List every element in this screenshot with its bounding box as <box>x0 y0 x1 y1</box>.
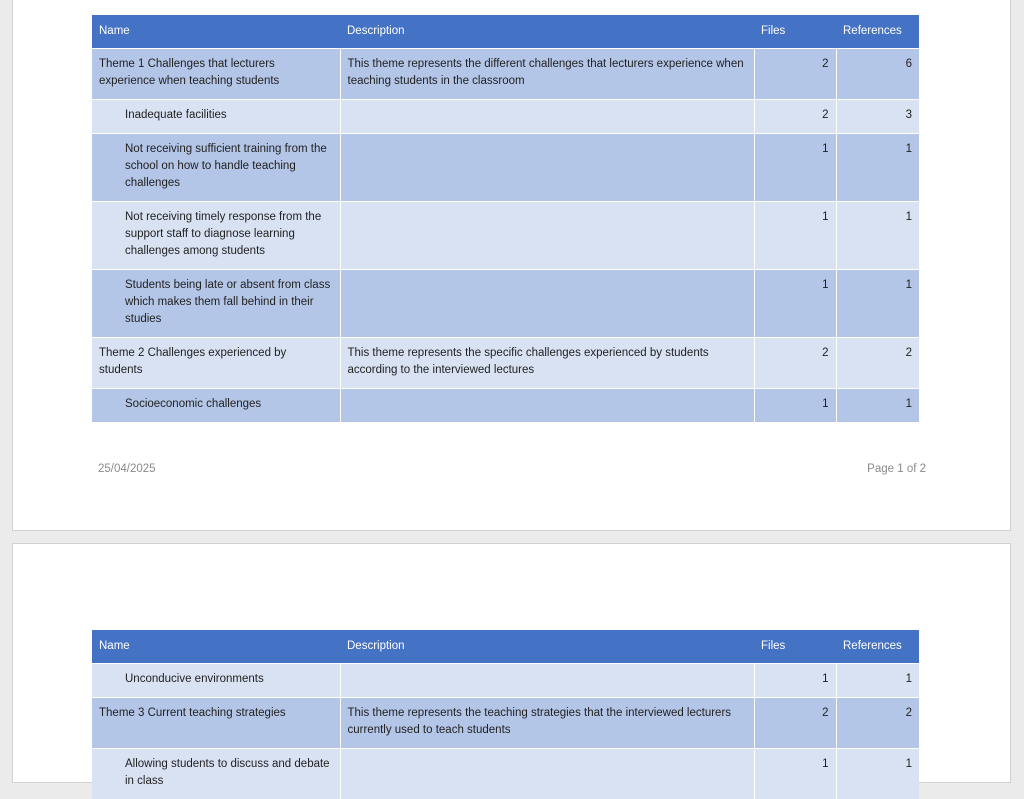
footer-date: 25/04/2025 <box>98 463 156 475</box>
row-name: Inadequate facilities <box>92 99 340 133</box>
row-files: 1 <box>754 388 836 422</box>
column-header-name: Name <box>92 630 340 663</box>
row-description: This theme represents the teaching strategies that the interviewed lecturers currently used to teach students <box>340 697 754 748</box>
row-description: This theme represents the specific challenges experienced by students according to the interviewed lectures <box>340 337 754 388</box>
table-row <box>92 388 919 422</box>
row-files: 1 <box>754 201 836 269</box>
row-files: 1 <box>754 133 836 201</box>
table-row <box>92 748 919 799</box>
column-header-name: Name <box>92 15 340 48</box>
row-name: Unconducive environments <box>92 663 340 697</box>
table-row <box>92 337 919 388</box>
row-references: 6 <box>836 48 919 99</box>
row-references: 1 <box>836 269 919 337</box>
column-header-references: References <box>836 15 919 48</box>
row-description <box>340 388 754 422</box>
table-header-row <box>92 630 919 663</box>
table-row <box>92 201 919 269</box>
row-description <box>340 99 754 133</box>
row-references: 3 <box>836 99 919 133</box>
table-row <box>92 99 919 133</box>
row-files: 2 <box>754 48 836 99</box>
row-files: 1 <box>754 663 836 697</box>
row-description <box>340 748 754 799</box>
table-row <box>92 133 919 201</box>
row-name: Students being late or absent from class which makes them fall behind in their studies <box>92 269 340 337</box>
column-header-description: Description <box>340 630 754 663</box>
row-description: This theme represents the different challenges that lecturers experience when teaching students in the classroom <box>340 48 754 99</box>
footer-page-number: Page 1 of 2 <box>867 463 926 475</box>
row-name: Theme 2 Challenges experienced by students <box>92 337 340 388</box>
column-header-references: References <box>836 630 919 663</box>
table-row <box>92 48 919 99</box>
row-description <box>340 133 754 201</box>
row-files: 2 <box>754 99 836 133</box>
row-references: 1 <box>836 663 919 697</box>
row-files: 2 <box>754 337 836 388</box>
report-page-1 <box>12 0 1011 531</box>
column-header-files: Files <box>754 15 836 48</box>
column-header-files: Files <box>754 630 836 663</box>
row-name: Theme 1 Challenges that lecturers experience when teaching students <box>92 48 340 99</box>
table-header-row <box>92 15 919 48</box>
row-files: 2 <box>754 697 836 748</box>
codebook-table <box>92 630 919 799</box>
row-name: Not receiving sufficient training from the school on how to handle teaching challenges <box>92 133 340 201</box>
row-description <box>340 201 754 269</box>
row-files: 1 <box>754 748 836 799</box>
row-description <box>340 269 754 337</box>
codebook-table <box>92 15 919 422</box>
report-page-2 <box>12 543 1011 787</box>
table-row <box>92 663 919 697</box>
table-row <box>92 269 919 337</box>
row-name: Socioeconomic challenges <box>92 388 340 422</box>
row-files: 1 <box>754 269 836 337</box>
row-name: Theme 3 Current teaching strategies <box>92 697 340 748</box>
row-description <box>340 663 754 697</box>
row-references: 1 <box>836 748 919 799</box>
row-name: Allowing students to discuss and debate in class <box>92 748 340 799</box>
row-references: 2 <box>836 337 919 388</box>
column-header-description: Description <box>340 15 754 48</box>
row-references: 2 <box>836 697 919 748</box>
row-references: 1 <box>836 133 919 201</box>
row-references: 1 <box>836 388 919 422</box>
row-name: Not receiving timely response from the support staff to diagnose learning challenges among students <box>92 201 340 269</box>
table-row <box>92 697 919 748</box>
row-references: 1 <box>836 201 919 269</box>
